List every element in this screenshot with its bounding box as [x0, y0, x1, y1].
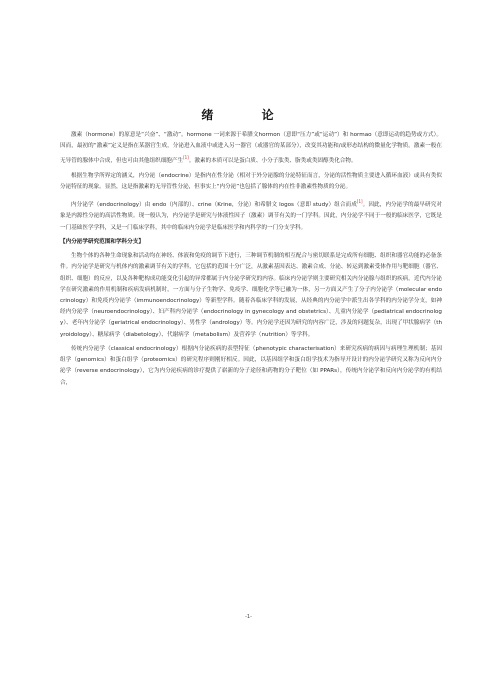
paragraph: 生物个体的各种生命现象和活动均在神经、体液和免疫的调节下进行，三种调节机制的相互配合与密切联系是完成所有细胞、组织和器官功能的必备条件。内分泌学是研究与机体内的激素调节有关的学科，它包括的范围十分广泛，从激素基因表达、激素合成、分泌、转运到激素受体作用与靶细胞（器官、组织、细胞）的反应，以及各种靶构成功能变化引起的异常都属于内分泌学研究的内容。临床内分泌学则主要研究相关内分泌腺与组织的疾病。近代内分泌学在研究激素的作用机制和疾病发病机制时，一方面与分子生物学、免疫学、细胞化学等已融为一体，另一方面又产生了分子内分泌学（molecular endocrinology）和免疫内分泌学（immunoendocrinology）等新型学科。随着各临床学科的发展，从经典的内分泌学中派生出各学科的内分泌学分支，如神经内分泌学（neuroendocrinology）、妇产科内分泌学（endocrinology in gynecology and obstetrics）、儿童内分泌学（pediatrical endocrinology）、老年内分泌学（geriatrical endocrinology）、男性学（andrology）等。内分泌学还因为研究的内容广泛，涉及的问题复杂，出现了甲状腺病学（thyroidology）、糖尿病学（diabetology）、代谢病学（metabolism）及营养学（nutrition）等学科。 [60, 253, 442, 338]
citation-marker[interactable]: [1] [183, 155, 189, 161]
page-title: 绪 论 [201, 108, 296, 122]
page-number: -1- [245, 614, 252, 620]
document-body [60, 130, 442, 392]
section-heading: 【内分泌学研究范围和学科分支】 [60, 238, 144, 245]
paragraph-text: 。因此，内分泌学的最早研究对象是内源性分泌的高活性物质。现一般认为，内分泌学是研究与体液性因子（激素）调节有关的一门学科。因此，内分泌学不同于一般的临床医学，它既是一门基础医学学科，又是一门临床学科，其中的临床内分泌学是临床医学和内科学的一门分支学科。 [60, 202, 442, 231]
paragraph-text: 根据生物学所界定的涵义，内分泌（endocrine）是指内在性分泌（相对于外分泌腺的分泌特征而言，分泌的活性物质主要进入循环血液）或具有类似分泌特征的现象。显然，这是指激素的无导管性分泌，但事实上“内分泌”也包括了腺体的内在性非激素性物质的分泌。 [60, 172, 442, 190]
paragraph [60, 196, 442, 233]
citation-marker[interactable]: [1] [356, 199, 363, 205]
paragraph [60, 171, 442, 193]
paragraph-text: 内分泌学（endocrinology）由 endo（内部的）、crine（Krine，分泌）和希腊文 logos（意即 study）组合而成 [71, 202, 357, 209]
paragraph-text: 。激素的本质可以是蛋白质、小分子肽类、脂类或类固醇类化合物。 [188, 158, 357, 165]
paragraph-text: 激素（hormone）的原意是“兴奋”、“激动”。hormone 一词来源于希腊文hormon（意即“压力”或“运动”）和 hormao（意即运动的趋势或方式）。因而，最初的“激素”定义是指在某器官生成，分泌进入血液中或进入另一器官（或器官的某部分），改变其功能和/或形态结构的微量化学物质。激素一般在无导管的腺体中合成，但也可由其他组织细胞产生 [60, 132, 442, 165]
paragraph [60, 130, 442, 167]
paragraph: 传统内分泌学（classical endocrinology）根据内分泌疾病的表型特征（phenotypic characterisation）来研究疾病的病因与病理生理机制；基因组学（genomics）和蛋白组学（proteomics）的研究程序则刚好相反。因此，以基因组学和蛋白组学技术为指导开设计的内分泌学研究又称为反向内分泌学（reverse endocrinology），它为内分泌疾病的诊疗提供了崭新的分子途径和药物的分子靶位（如 PPARs），传统内分泌学和反向内分泌学的有机结合， [60, 345, 442, 386]
